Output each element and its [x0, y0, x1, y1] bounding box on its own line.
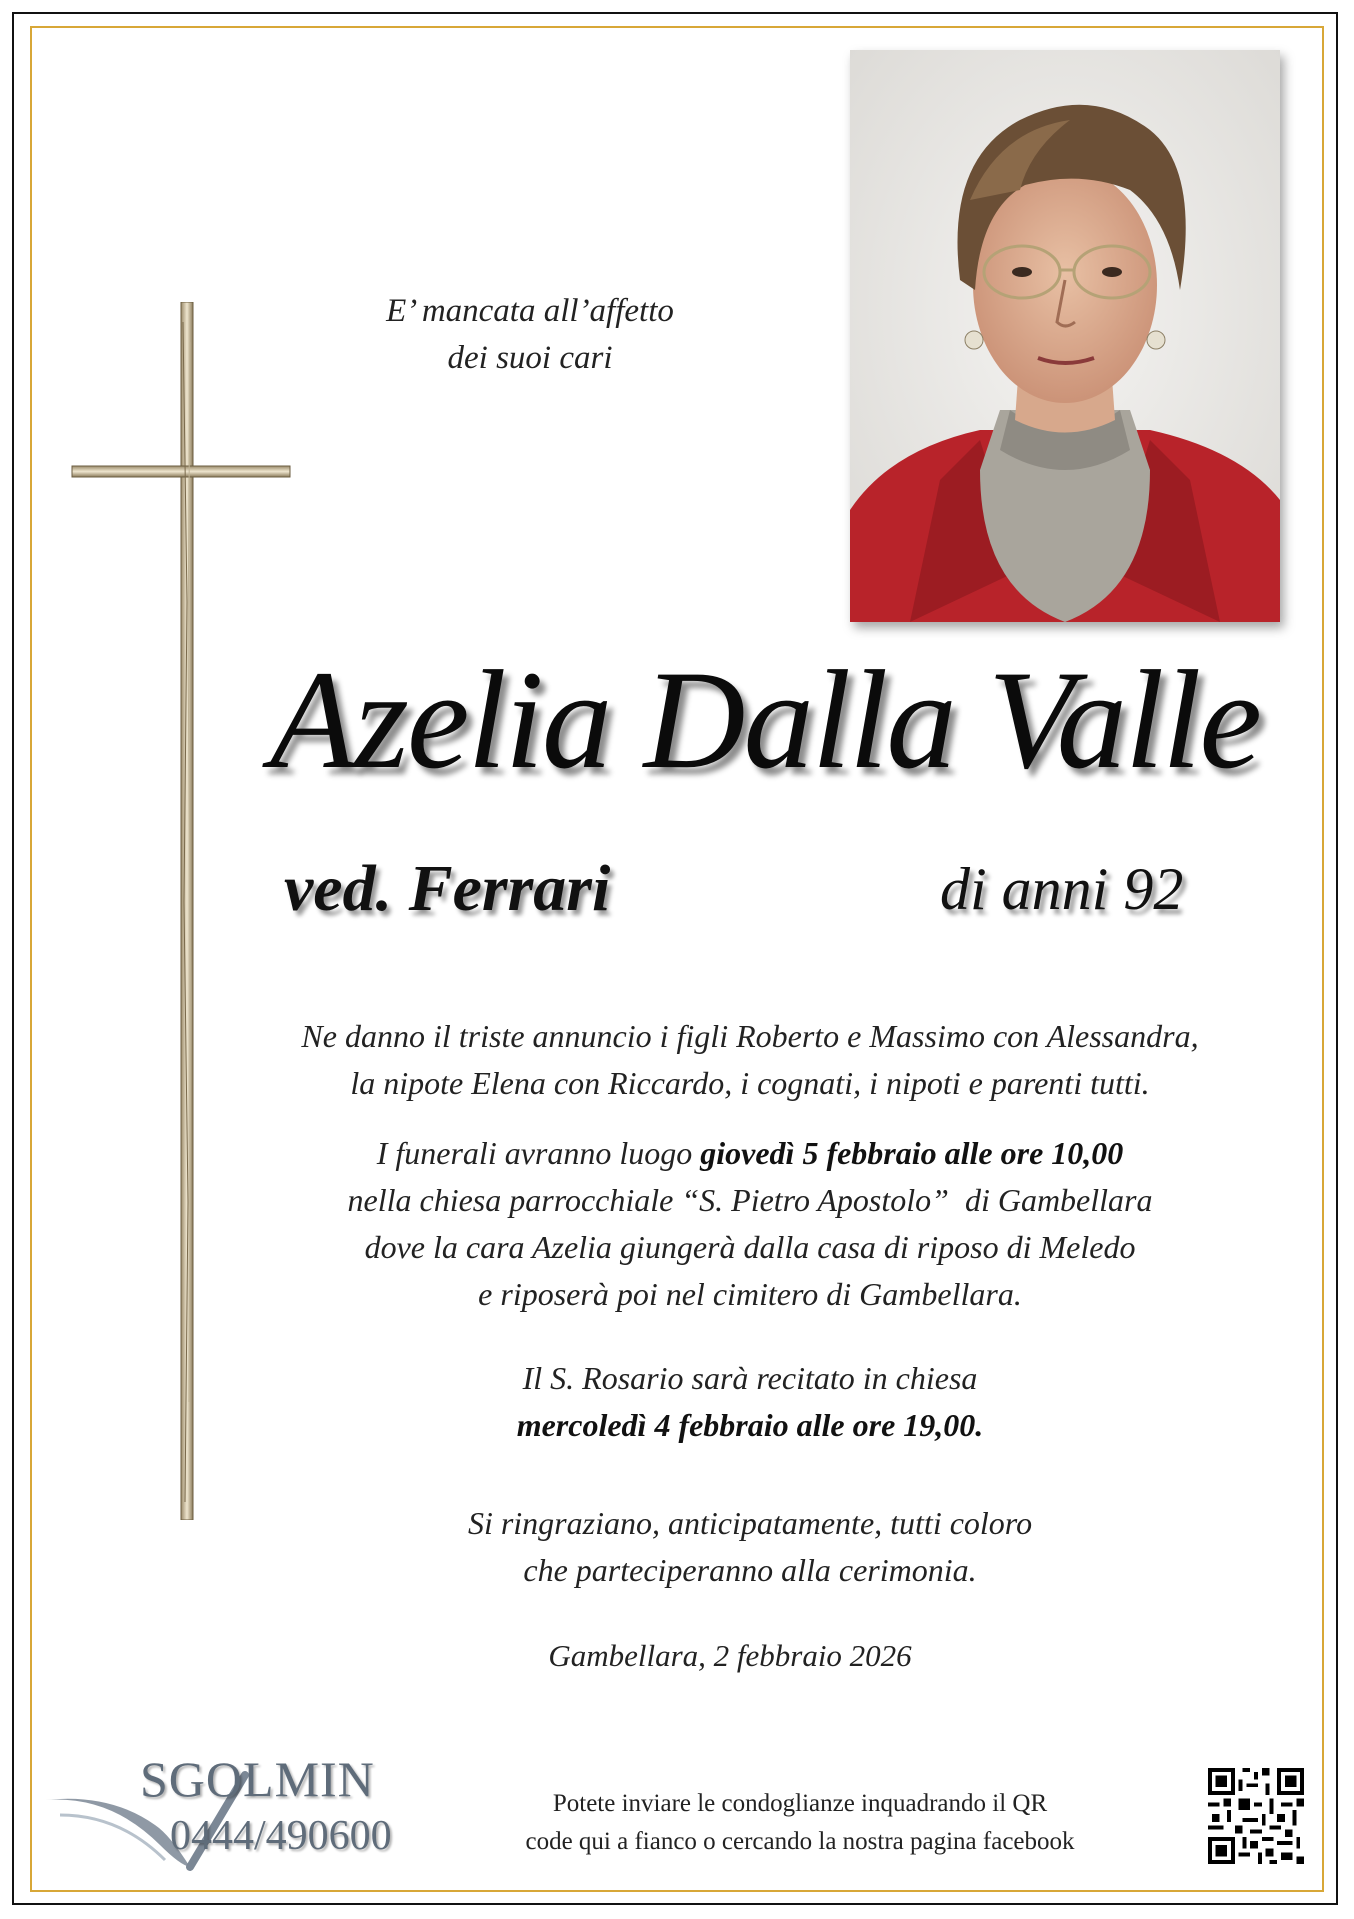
thanks [220, 1500, 1280, 1594]
footer-line-1: Potete inviare le condoglianze inquadrando il QR [552, 1790, 1048, 1817]
cross-icon [70, 302, 292, 1520]
intro-line-1: E’ mancata all’affetto [386, 293, 674, 329]
agency-phone: 0444/490600 [170, 1813, 392, 1859]
portrait-photo [850, 50, 1280, 622]
funeral-info [220, 1130, 1280, 1318]
rosary-date: mercoledì 4 febbraio alle ore 19,00. [516, 1407, 984, 1443]
announce-line-2: la nipote Elena con Riccardo, i cognati, i nipoti e parenti tutti. [350, 1065, 1150, 1101]
intro-text [300, 288, 760, 382]
condolence-note [470, 1785, 1130, 1861]
funeral-line-3: dove la cara Azelia giungerà dalla casa di riposo di Meledo [364, 1229, 1136, 1265]
agency-logo [40, 1750, 420, 1880]
thanks-line-1: Si ringraziano, anticipatamente, tutti coloro [467, 1505, 1033, 1541]
announcement [220, 1013, 1280, 1107]
age: di anni 92 [940, 856, 1184, 922]
funeral-prefix: I funerali avranno luogo [376, 1135, 701, 1171]
thanks-line-2: che parteciperanno alla cerimonia. [523, 1552, 977, 1588]
funeral-line-2: nella chiesa parrocchiale “S. Pietro Apostolo” di Gambellara [347, 1182, 1153, 1218]
rosary-line-1: Il S. Rosario sarà recitato in chiesa [522, 1360, 978, 1396]
widow-of: ved. Ferrari [284, 852, 611, 925]
funeral-date: giovedì 5 febbraio alle ore 10,00 [700, 1135, 1124, 1171]
rosary-line-2 [220, 1402, 1280, 1449]
announce-line-1: Ne danno il triste annuncio i figli Roberto e Massimo con Alessandra, [301, 1018, 1199, 1054]
funeral-line-4: e riposerà poi nel cimitero di Gambellara. [478, 1276, 1022, 1312]
deceased-name: Azelia Dalla Valle [269, 642, 1261, 798]
rosary-info [220, 1355, 1280, 1449]
intro-line-2: dei suoi cari [447, 340, 613, 376]
agency-name: SGOLMIN [140, 1751, 375, 1807]
funeral-line-1 [220, 1130, 1280, 1177]
qr-code-icon[interactable] [1208, 1768, 1304, 1864]
place-date: Gambellara, 2 febbraio 2026 [548, 1638, 912, 1673]
footer-line-2: code qui a fianco o cercando la nostra pagina facebook [525, 1828, 1075, 1855]
